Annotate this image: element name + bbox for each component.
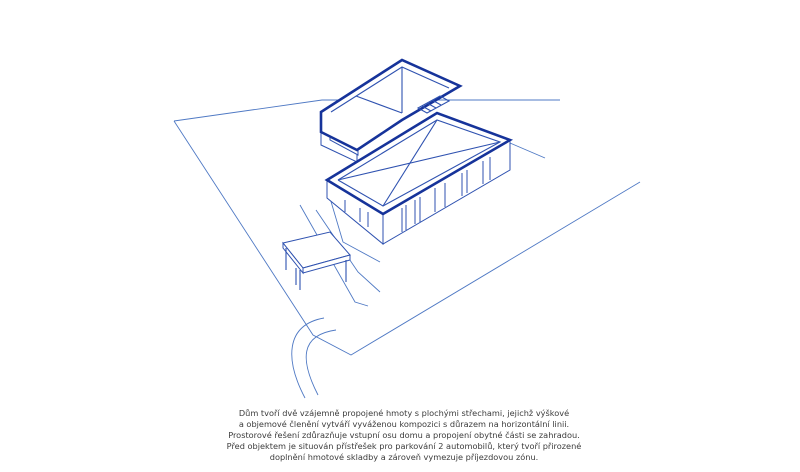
house	[321, 60, 510, 244]
caption-line: Před objektem je situován přístřešek pro parkování 2 automobilů, který tvoří přirozené	[226, 441, 582, 451]
caption-line: Dům tvoří dvě vzájemně propojené hmoty s plochými střechami, jejichž výškové	[238, 408, 570, 418]
garden-line	[510, 143, 545, 158]
description-paragraph	[210, 408, 598, 463]
driveway-curve-outer	[292, 318, 324, 398]
carport	[283, 232, 350, 290]
caption-line: doplnění hmotové skladby a zároveň vymezuje příjezdovou zónu.	[269, 452, 539, 462]
caption-line: Prostorové řešení zdůrazňuje vstupní osu domu a propojení obytné části se zahradou.	[228, 430, 580, 440]
caption-line: a objemové členění vytváří vyváženou kompozici s důrazem na horizontální linii.	[238, 419, 570, 429]
